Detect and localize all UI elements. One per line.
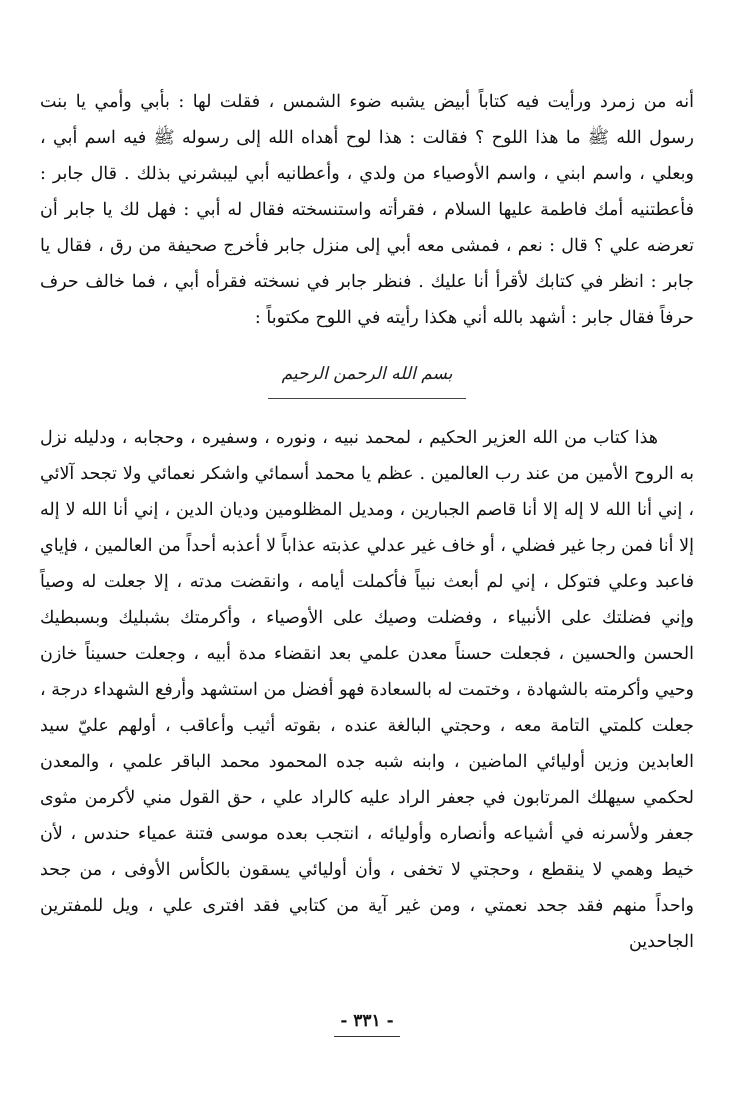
paragraph-tablet-text: هذا كتاب من الله العزير الحكيم ، لمحمد نبيه ، ونوره ، وسفيره ، وحجابه ، ودليله نزل به الروح الأمين من عند رب العالمين . عظم يا محمد أسمائي واشكر نعمائي ولا تجحد آلائي ، إني أنا الله لا إله إلا أنا قاصم الجبارين ، ومديل المظلومين وديان الدين ، إني أنا الله لا إله إلا أنا فمن رجا غير فضلي ، أو خاف غير عدلي عذبته عذاباً لا أعذبه أحداً من العالمين ، فإياي فاعبد وعلي فتوكل ، إني لم أبعث نبياً فأكملت أيامه ، وانقضت مدته ، إلا جعلت له وصياً وإني فضلتك على الأنبياء ، وفضلت وصيك على الأوصياء ، وأكرمتك بشبليك وبسبطيك الحسن والحسين ، فجعلت حسناً معدن علمي بعد انقضاء مدة أبيه ، وجعلت حسيناً خازن وحيي وأكرمته بالشهادة ، وختمت له بالسعادة فهو أفضل من استشهد وأرفع الشهداء درجة ، جعلت كلمتي التامة معه ، وحجتي البالغة عنده ، بقوته أثيب وأعاقب ، أولهم عليّ سيد العابدين وزين أوليائي الماضين ، وابنه شبه جده المحمود محمد الباقر علمي ، والمعدن لحكمي سيهلك المرتابون في جعفر الراد عليه كالراد علي ، حق القول مني لأكرمن مثوى جعفر ولأسرنه في أشياعه وأنصاره وأوليائه ، انتجب بعده موسى فتنة عمياء حندس ، لأن خيط وهمي لا ينقطع ، وحجتي لا تخفى ، وأن أوليائي يسقون بالكأس الأوفى ، من جحد واحداً منهم فقد جحد نعمتي ، ومن غير آية من كتابي فقد افترى علي ، ويل للمفترين الجاحدين bbox=[40, 428, 695, 952]
page-number bbox=[0, 1006, 734, 1037]
paragraph-narration: أنه من زمرد ورأيت فيه كتاباً أبيض يشبه ضوء الشمس ، فقلت لها : بأبي وأمي يا بنت رسول الله ﷺ ما هذا اللوح ؟ فقالت : هذا لوح أهداه الله إلى رسوله ﷺ فيه اسم أبي ، وبعلي ، واسم ابني ، واسم الأوصياء من ولدي ، وأعطانيه أبي ليبشرني بذلك . قال جابر : فأعطتنيه أمك فاطمة عليها السلام ، فقرأته واستنسخته فقال له أبي : فهل لك يا جابر أن تعرضه علي ؟ قال : نعم ، فمشى معه أبي إلى منزل جابر فأخرج صحيفة من رق ، فقال يا جابر : انظر في كتابك لأقرأ أنا عليك . فنظر جابر في نسخته فقرأه أبي ، فما خالف حرف حرفاً فقال جابر : أشهد بالله أني هكذا رأيته في اللوح مكتوباً : bbox=[40, 92, 694, 328]
basmala-text: بسم الله الرحمن الرحيم bbox=[268, 348, 467, 399]
page-number-text: - ٣٣١ - bbox=[334, 1006, 399, 1037]
basmala-calligraphy bbox=[40, 348, 694, 420]
